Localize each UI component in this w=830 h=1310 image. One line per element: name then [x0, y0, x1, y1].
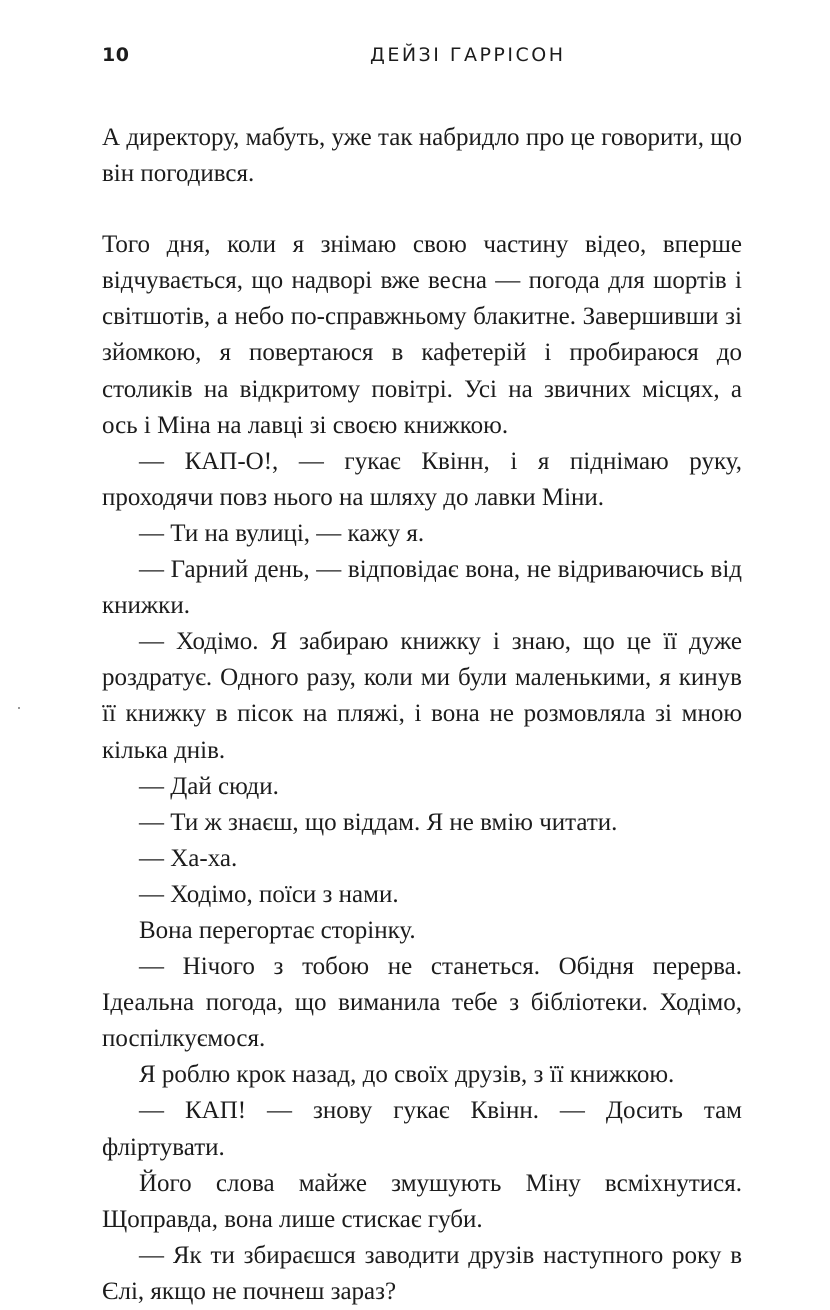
dialogue-paragraph: — Нічого з тобою не станеться. Обідня перерва. Ідеальна погода, що виманила тебе з бібліотеки. Ходімо, поспілкуємося.: [102, 953, 742, 1053]
dialogue-paragraph: — Ха-ха.: [139, 844, 238, 872]
dialogue-paragraph: — Дай сюди.: [139, 772, 279, 800]
page-number: 10: [102, 44, 130, 66]
dialogue-paragraph: — Ти на вулиці, — кажу я.: [139, 519, 425, 547]
body-text: [102, 120, 742, 1310]
dialogue-paragraph: — Ходімо. Я забираю книжку і знаю, що це її дуже роздратує. Одного разу, коли ми були маленькими, я кинув її книжку в пісок на пляжі, і вона не розмовляла зі мною кілька днів.: [102, 628, 742, 764]
paragraph: Його слова майже змушують Міну всміхнутися. Щоправда, вона лише стискає губи.: [102, 1169, 742, 1233]
dialogue-paragraph: — Як ти збираєшся заводити друзів наступного року в Єлі, якщо не почнеш зараз?: [102, 1241, 742, 1305]
running-title-author: ДЕЙЗІ ГАРРІСОН: [370, 44, 566, 66]
paragraph: А директору, мабуть, уже так набридло про це говорити, що він погодився.: [102, 124, 742, 188]
dialogue-paragraph: — Ходімо, поїси з нами.: [139, 880, 399, 908]
paragraph: Вона перегортає сторінку.: [139, 916, 416, 944]
dialogue-paragraph: — Гарний день, — відповідає вона, не відриваючись від книжки.: [102, 556, 742, 620]
dialogue-paragraph: — КАП-О!, — гукає Квінн, і я піднімаю руку, проходячи повз нього на шляху до лавки Міни.: [102, 447, 742, 511]
dialogue-paragraph: — Ти ж знаєш, що віддам. Я не вмію читати.: [139, 808, 618, 836]
page-header: [102, 42, 742, 78]
paragraph: Я роблю крок назад, до своїх друзів, з її книжкою.: [139, 1061, 675, 1089]
dialogue-paragraph: — КАП! — знову гукає Квінн. — Досить там фліртувати.: [102, 1097, 742, 1161]
paragraph: Того дня, коли я знімаю свою частину відео, вперше відчувається, що надворі вже весна — погода для шортів і світшотів, а небо по-справжньому блакитне. Завершивши зі зйомкою, я повертаюся в кафетерій і пробираюся до столиків на відкритому повітрі. Усі на звичних місцях, а ось і Міна на лавці зі своєю книжкою.: [102, 231, 742, 439]
scan-speck: [18, 707, 20, 709]
